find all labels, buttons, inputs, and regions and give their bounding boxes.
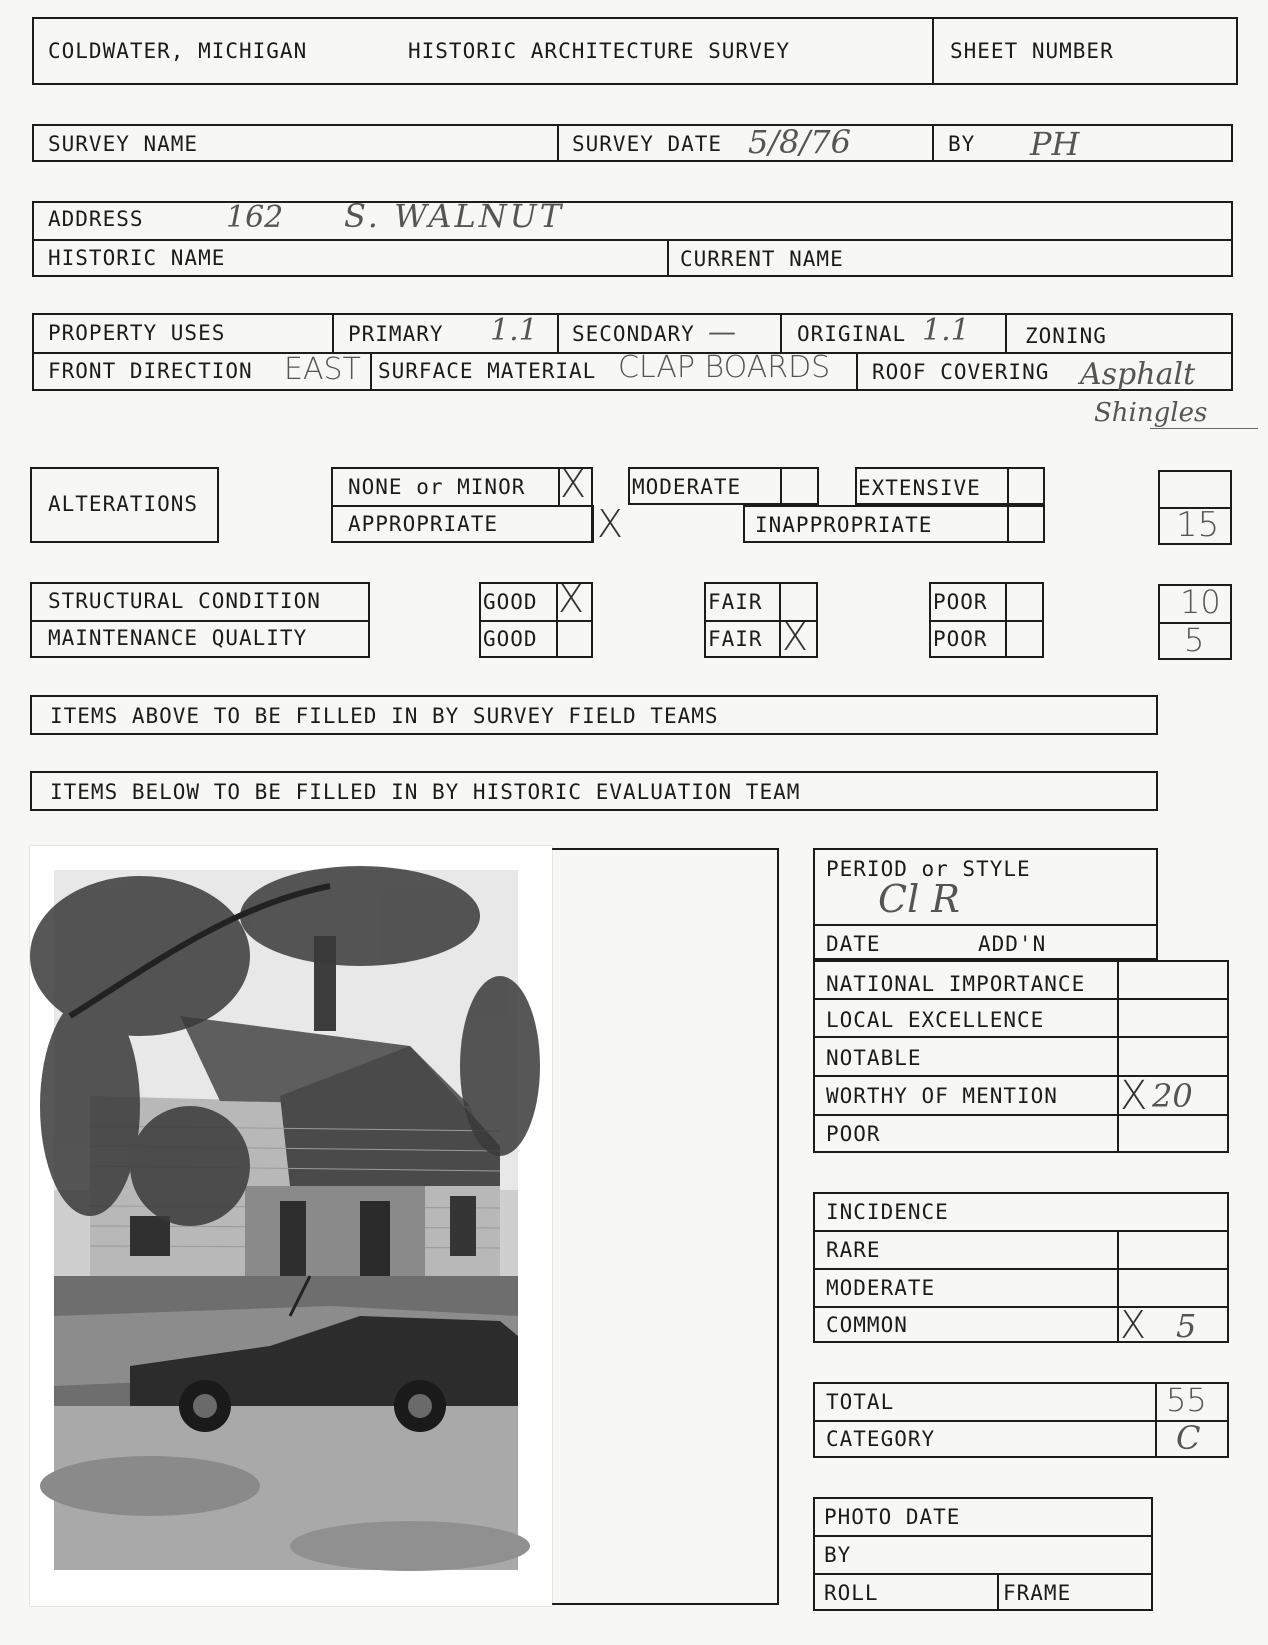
moderate-label: MODERATE xyxy=(632,475,742,499)
maintenance-quality-label: MAINTENANCE QUALITY xyxy=(48,626,308,650)
surface-material-label: SURFACE MATERIAL xyxy=(378,359,597,383)
maintenance-score: 5 xyxy=(1184,621,1205,659)
survey-date-label: SURVEY DATE xyxy=(572,132,723,156)
structural-score: 10 xyxy=(1180,583,1221,621)
house-photo xyxy=(30,846,552,1606)
eval-row-label: NOTABLE xyxy=(826,1046,922,1070)
photo-date-label: PHOTO DATE xyxy=(824,1505,961,1529)
eval-row-label: LOCAL EXCELLENCE xyxy=(826,1008,1045,1032)
primary-label: PRIMARY xyxy=(348,322,444,346)
common-score: 5 xyxy=(1176,1307,1197,1345)
header-city: COLDWATER, MICHIGAN xyxy=(48,39,308,63)
header-survey-title: HISTORIC ARCHITECTURE SURVEY xyxy=(408,39,791,63)
photo-mount xyxy=(30,846,552,1606)
eval-row-label: POOR xyxy=(826,1122,881,1146)
good-label-maintenance: GOOD xyxy=(483,627,538,651)
frame-label: FRAME xyxy=(1003,1581,1072,1605)
maintenance-fair-mark: X xyxy=(782,615,809,659)
common-mark: X xyxy=(1120,1303,1147,1347)
historic-name-label: HISTORIC NAME xyxy=(48,246,226,270)
zoning-label: ZONING xyxy=(1025,324,1107,348)
period-label: PERIOD or STYLE xyxy=(826,857,1031,881)
photo-frame-right xyxy=(777,848,779,1605)
address-label: ADDRESS xyxy=(48,207,144,231)
none-minor-mark: X xyxy=(560,462,587,506)
eval-row-label: WORTHY OF MENTION xyxy=(826,1084,1058,1108)
none-minor-label: NONE or MINOR xyxy=(348,475,526,499)
survey-date-value: 5/8/76 xyxy=(748,123,851,161)
roof-covering-label: ROOF COVERING xyxy=(872,360,1050,384)
good-label-structural: GOOD xyxy=(483,590,538,614)
note-above: ITEMS ABOVE TO BE FILLED IN BY SURVEY FIELD TEAMS xyxy=(50,704,719,728)
note-below: ITEMS BELOW TO BE FILLED IN BY HISTORIC EVALUATION TEAM xyxy=(50,780,801,804)
roof-covering-value-2: Shingles xyxy=(1094,398,1208,428)
appropriate-mark: X xyxy=(597,502,624,546)
primary-value: 1.1 xyxy=(490,313,538,348)
roll-label: ROLL xyxy=(824,1581,879,1605)
alterations-score: 15 xyxy=(1176,505,1220,545)
incidence-row-label: RARE xyxy=(826,1238,881,1262)
structural-good-mark: X xyxy=(558,577,585,621)
front-direction-value: EAST xyxy=(284,352,361,387)
structural-condition-label: STRUCTURAL CONDITION xyxy=(48,589,321,613)
appropriate-label: APPROPRIATE xyxy=(348,512,499,536)
address-number: 162 xyxy=(226,200,284,235)
address-street: S. WALNUT xyxy=(344,197,565,235)
front-direction-label: FRONT DIRECTION xyxy=(48,359,253,383)
alterations-label: ALTERATIONS xyxy=(48,492,199,516)
survey-by-value: PH xyxy=(1030,125,1080,163)
secondary-value: — xyxy=(708,315,736,348)
survey-by-label: BY xyxy=(948,132,976,156)
worthy-mark: X xyxy=(1120,1073,1148,1119)
property-uses-label: PROPERTY USES xyxy=(48,321,226,345)
inappropriate-label: INAPPROPRIATE xyxy=(755,513,933,537)
photo-by-label: BY xyxy=(824,1543,852,1567)
category-value: C xyxy=(1176,1419,1201,1457)
survey-name-label: SURVEY NAME xyxy=(48,132,199,156)
incidence-label: INCIDENCE xyxy=(826,1200,949,1224)
extensive-label: EXTENSIVE xyxy=(858,476,981,500)
incidence-row-label: MODERATE xyxy=(826,1276,936,1300)
fair-label-structural: FAIR xyxy=(708,590,763,614)
category-label: CATEGORY xyxy=(826,1427,936,1451)
fair-label-maintenance: FAIR xyxy=(708,627,763,651)
worthy-score: 20 xyxy=(1152,1077,1193,1115)
date-label: DATE xyxy=(826,932,881,956)
sheet-number-label: SHEET NUMBER xyxy=(950,39,1114,63)
poor-label-maintenance: POOR xyxy=(933,627,988,651)
roof-covering-value-1: Asphalt xyxy=(1080,357,1196,392)
total-label: TOTAL xyxy=(826,1390,895,1414)
period-value: Cl R xyxy=(878,877,960,921)
current-name-label: CURRENT NAME xyxy=(680,247,844,271)
addn-label: ADD'N xyxy=(978,932,1047,956)
incidence-row-label: COMMON xyxy=(826,1313,908,1337)
surface-material-value: CLAP BOARDS xyxy=(618,350,831,385)
poor-label-structural: POOR xyxy=(933,590,988,614)
original-label: ORIGINAL xyxy=(797,322,907,346)
total-value: 55 xyxy=(1166,1381,1207,1419)
secondary-label: SECONDARY xyxy=(572,322,695,346)
original-value: 1.1 xyxy=(922,313,970,348)
eval-row-label: NATIONAL IMPORTANCE xyxy=(826,972,1086,996)
